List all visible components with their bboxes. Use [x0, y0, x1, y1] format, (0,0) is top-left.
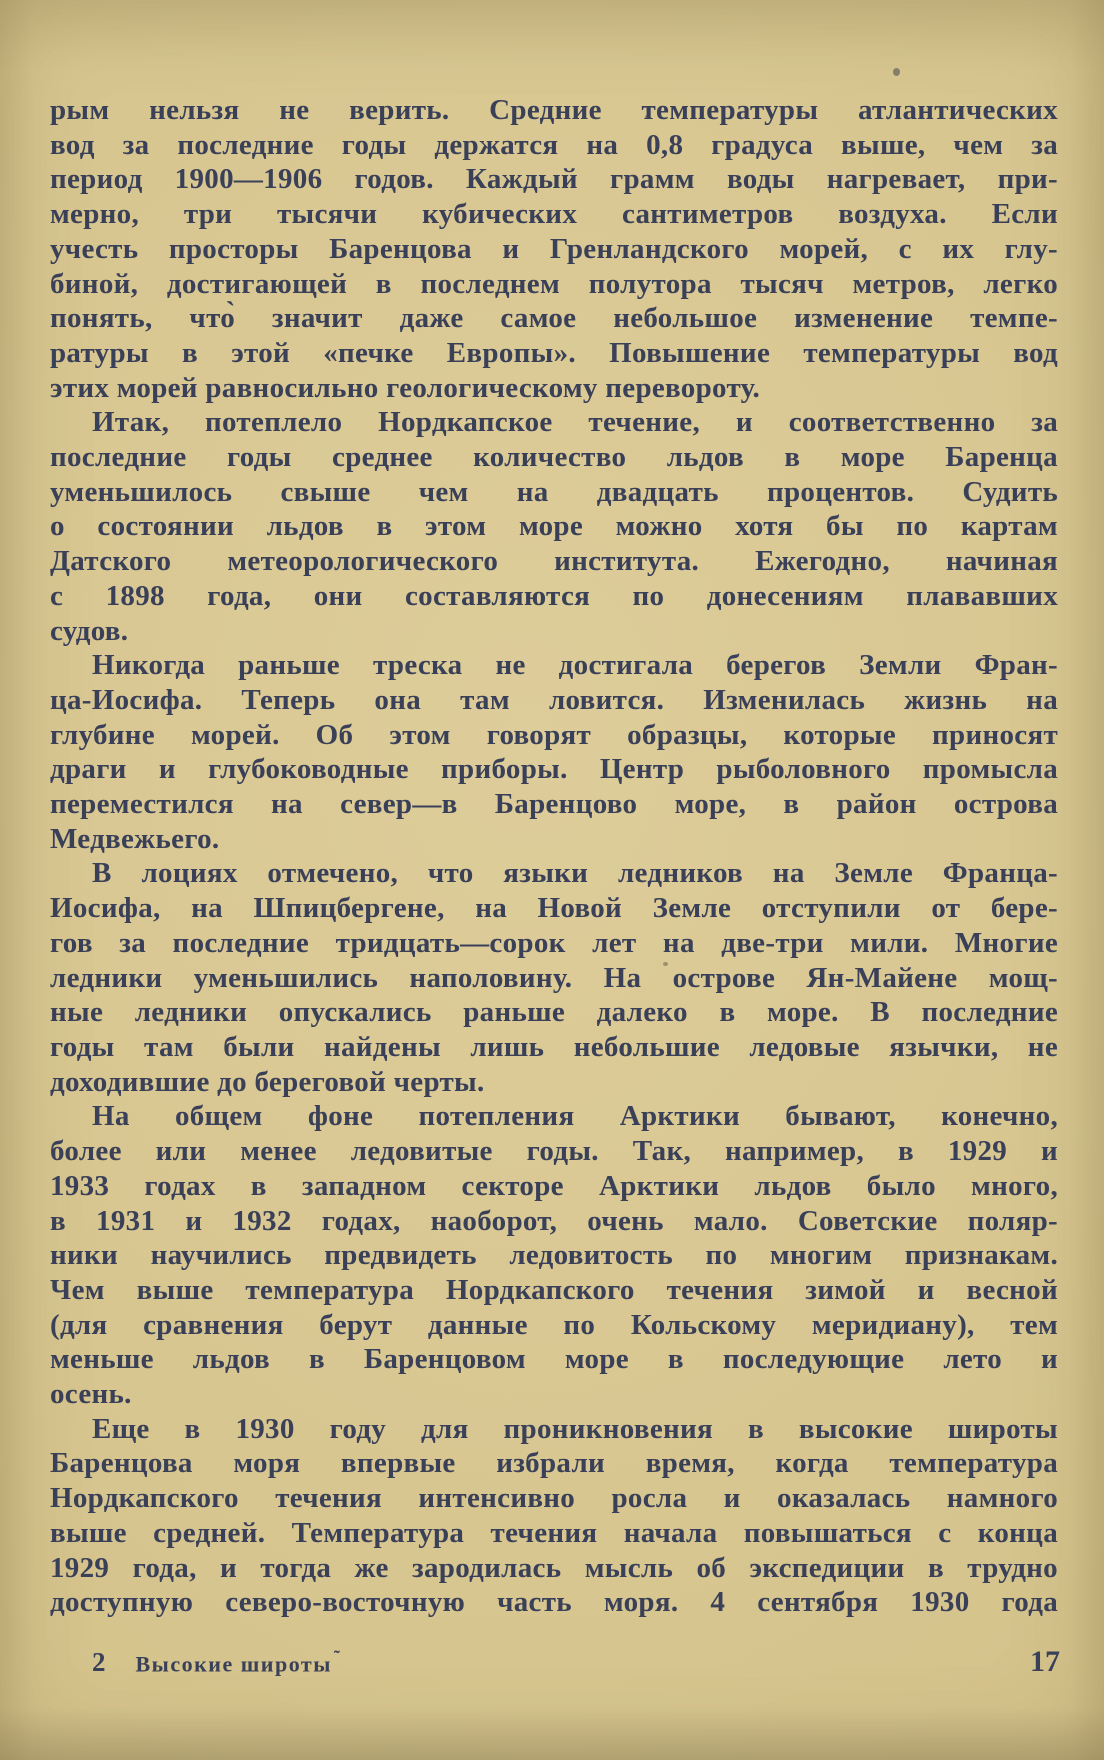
text-line: этих морей равносильно геологическому перевороту. — [50, 371, 761, 404]
text-line: Медвежьего. — [50, 822, 220, 855]
text-line: последние годы среднее количество льдов в море Баренца — [50, 441, 1058, 474]
signature-title-text: Высокие широты — [135, 1651, 332, 1676]
text-line: о состоянии льдов в этом море можно хотя бы по картам — [50, 510, 1058, 543]
text-line: 1929 года, и тогда же зародилась мысль об экспедиции в трудно — [50, 1551, 1058, 1584]
text-line: 1933 годах в западном секторе Арктики льдов было много, — [50, 1169, 1058, 1202]
text-line: ники научились предвидеть ледовитость по многим признакам. — [50, 1239, 1058, 1272]
text-line: Датского метеорологического института. Ежегодно, начиная — [50, 545, 1058, 578]
page-number: 17 — [1030, 1645, 1060, 1678]
text-line: ные ледники опускались раньше далеко в море. В последние — [50, 996, 1058, 1029]
signature-mark: ˜ — [333, 1646, 342, 1667]
text-line: глубине морей. Об этом говорят образцы, которые приносят — [50, 718, 1058, 751]
text-line: доступную северо-восточную часть моря. 4 сентября 1930 года — [50, 1586, 1058, 1619]
text-line: в 1931 и 1932 годах, наоборот, очень мало. Советские поляр- — [50, 1204, 1058, 1237]
text-line: Никогда раньше треска не достигала берегов Земли Фран- — [92, 649, 1058, 682]
text-line: понять, что̀ значит даже самое небольшое изменение темпе- — [50, 302, 1058, 335]
text-line: ратуры в этой «печке Европы». Повышение температуры вод — [50, 336, 1058, 369]
text-line: судов. — [50, 614, 129, 647]
text-line: выше средней. Температура течения начала повышаться с конца — [50, 1516, 1058, 1549]
text-line: вод за последние годы держатся на 0,8 градуса выше, чем за — [50, 128, 1058, 161]
text-line: уменьшилось свыше чем на двадцать процентов. Судить — [50, 475, 1058, 508]
text-line: Баренцова моря впервые избрали время, когда температура — [50, 1447, 1058, 1480]
text-line: рым нельзя не верить. Средние температуры атлантических — [50, 94, 1058, 126]
text-line: мерно, три тысячи кубических сантиметров воздуха. Если — [50, 198, 1058, 231]
text-line: биной, достигающей в последнем полутора тысяч метров, легко — [50, 267, 1058, 300]
text-line: ца-Иосифа. Теперь она там ловится. Изменилась жизнь на — [50, 683, 1058, 716]
text-line: Иосифа, на Шпицбергене, на Новой Земле отступили от бере- — [50, 892, 1058, 925]
text-line: Чем выше температура Нордкапского течения зимой и весной — [50, 1273, 1058, 1306]
text-line: Итак, потеплело Нордкапское течение, и соответственно за — [92, 406, 1058, 439]
text-line: На общем фоне потепления Арктики бывают, конечно, — [92, 1100, 1058, 1133]
text-line: с 1898 года, они составляются по донесениям плававших — [50, 579, 1058, 612]
text-line: гов за последние тридцать—сорок лет на две-три мили. Многие — [50, 926, 1058, 959]
text-line: Нордкапского течения интенсивно росла и оказалась намного — [50, 1482, 1058, 1515]
page-footer — [50, 1645, 1060, 1679]
text-line: период 1900—1906 годов. Каждый грамм воды нагревает, при- — [50, 163, 1058, 196]
text-line: более или менее ледовитые годы. Так, например, в 1929 и — [50, 1135, 1058, 1168]
text-line: годы там были найдены лишь небольшие ледовые язычки, не — [50, 1030, 1058, 1063]
text-line: Еще в 1930 году для проникновения в высокие широты — [92, 1412, 1058, 1445]
signature-number: 2 — [92, 1647, 106, 1677]
text-line: учесть просторы Баренцова и Гренландского морей, с их глу- — [50, 232, 1058, 265]
text-line: переместился на север—в Баренцово море, в район острова — [50, 788, 1058, 821]
paper-speck — [893, 68, 900, 76]
text-line: осень. — [50, 1378, 132, 1411]
page-text — [50, 93, 1058, 1620]
text-line: меньше льдов в Баренцовом море в последующие лето и — [50, 1343, 1058, 1376]
text-line: доходившие до береговой черты. — [50, 1065, 485, 1098]
signature-title — [136, 1647, 342, 1677]
text-line: драги и глубоководные приборы. Центр рыболовного промысла — [50, 753, 1058, 786]
text-line: ледники уменьшились наполовину. На острове Ян-Майене мощ- — [50, 961, 1058, 994]
text-line: В лоциях отмечено, что языки ледников на Земле Франца- — [92, 857, 1058, 890]
text-line: (для сравнения берут данные по Кольскому меридиану), тем — [50, 1308, 1058, 1341]
